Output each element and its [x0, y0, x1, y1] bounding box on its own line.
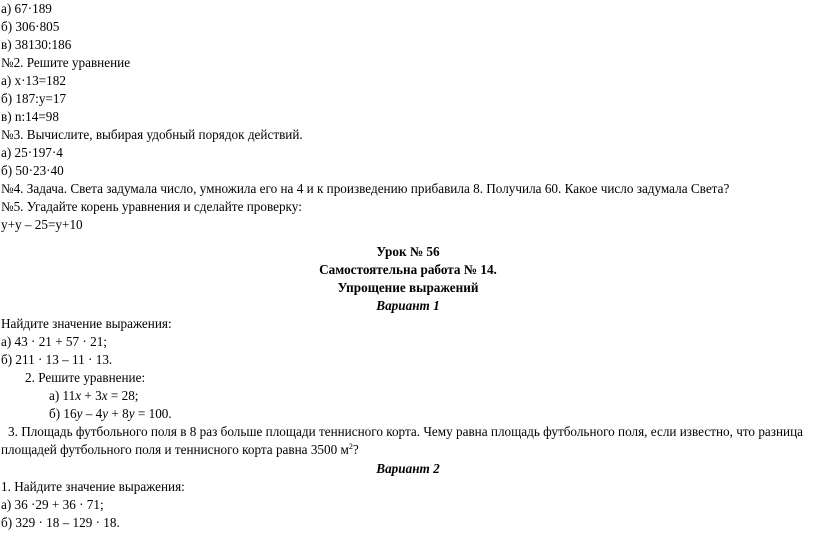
lesson-subtitle: Самостоятельна работа № 14.	[319, 262, 497, 277]
v1-task1-text: Найдите значение выражения:	[1, 316, 172, 331]
exercise-1b: б) 306·805	[1, 19, 60, 34]
exercise-3a: а) 25·197·4	[1, 145, 63, 160]
v1-task2-text: 2. Решите уравнение:	[25, 370, 146, 385]
v1-task2-b: б) 16y – 4y + 8y = 100.	[49, 406, 172, 421]
exercise-1c: в) 38130:186	[1, 37, 72, 52]
exercise-3-heading: №3. Вычислите, выбирая удобный порядок действий.	[1, 127, 303, 142]
variant-1-heading: Вариант 1	[376, 298, 440, 313]
variant-2-heading: Вариант 2	[376, 461, 440, 476]
exercise-2c: в) n:14=98	[1, 109, 59, 124]
v2-task1-b: б) 329 · 18 – 129 · 18.	[1, 515, 120, 530]
v1-task1-b: б) 211 · 13 – 11 · 13.	[1, 352, 113, 367]
exercise-4-problem: №4. Задача. Света задумала число, умножила его на 4 и к произведению прибавила 8. Получила 60. Какое число задумала Света?	[1, 181, 730, 196]
exercise-1a: а) 67·189	[1, 1, 52, 16]
lesson-title: Урок № 56	[376, 244, 440, 259]
v2-task1-text: 1. Найдите значение выражения:	[1, 479, 185, 494]
v1-task1-a: а) 43 · 21 + 57 · 21;	[1, 334, 107, 349]
v2-task1-a: а) 36 ·29 + 36 · 71;	[1, 497, 104, 512]
exercise-5-equation: у+у – 25=у+10	[1, 217, 83, 232]
v1-task3-line1: 3. Площадь футбольного поля в 8 раз больше площади теннисного корта. Чему равна площадь футбольного поля, если известно, что разница	[8, 424, 804, 439]
exercise-2-heading: №2. Решите уравнение	[1, 55, 131, 70]
exercise-3b: б) 50·23·40	[1, 163, 64, 178]
exercise-2a: а) x·13=182	[1, 73, 66, 88]
lesson-topic: Упрощение выражений	[337, 280, 479, 295]
v1-task2-a: а) 11x + 3x = 28;	[49, 388, 139, 403]
v1-task3-line2: площадей футбольного поля и теннисного корта равна 3500 $м^2$?	[1, 442, 359, 457]
exercise-2b: б) 187:у=17	[1, 91, 67, 106]
exercise-5-heading: №5. Угадайте корень уравнения и сделайте проверку:	[1, 199, 302, 214]
